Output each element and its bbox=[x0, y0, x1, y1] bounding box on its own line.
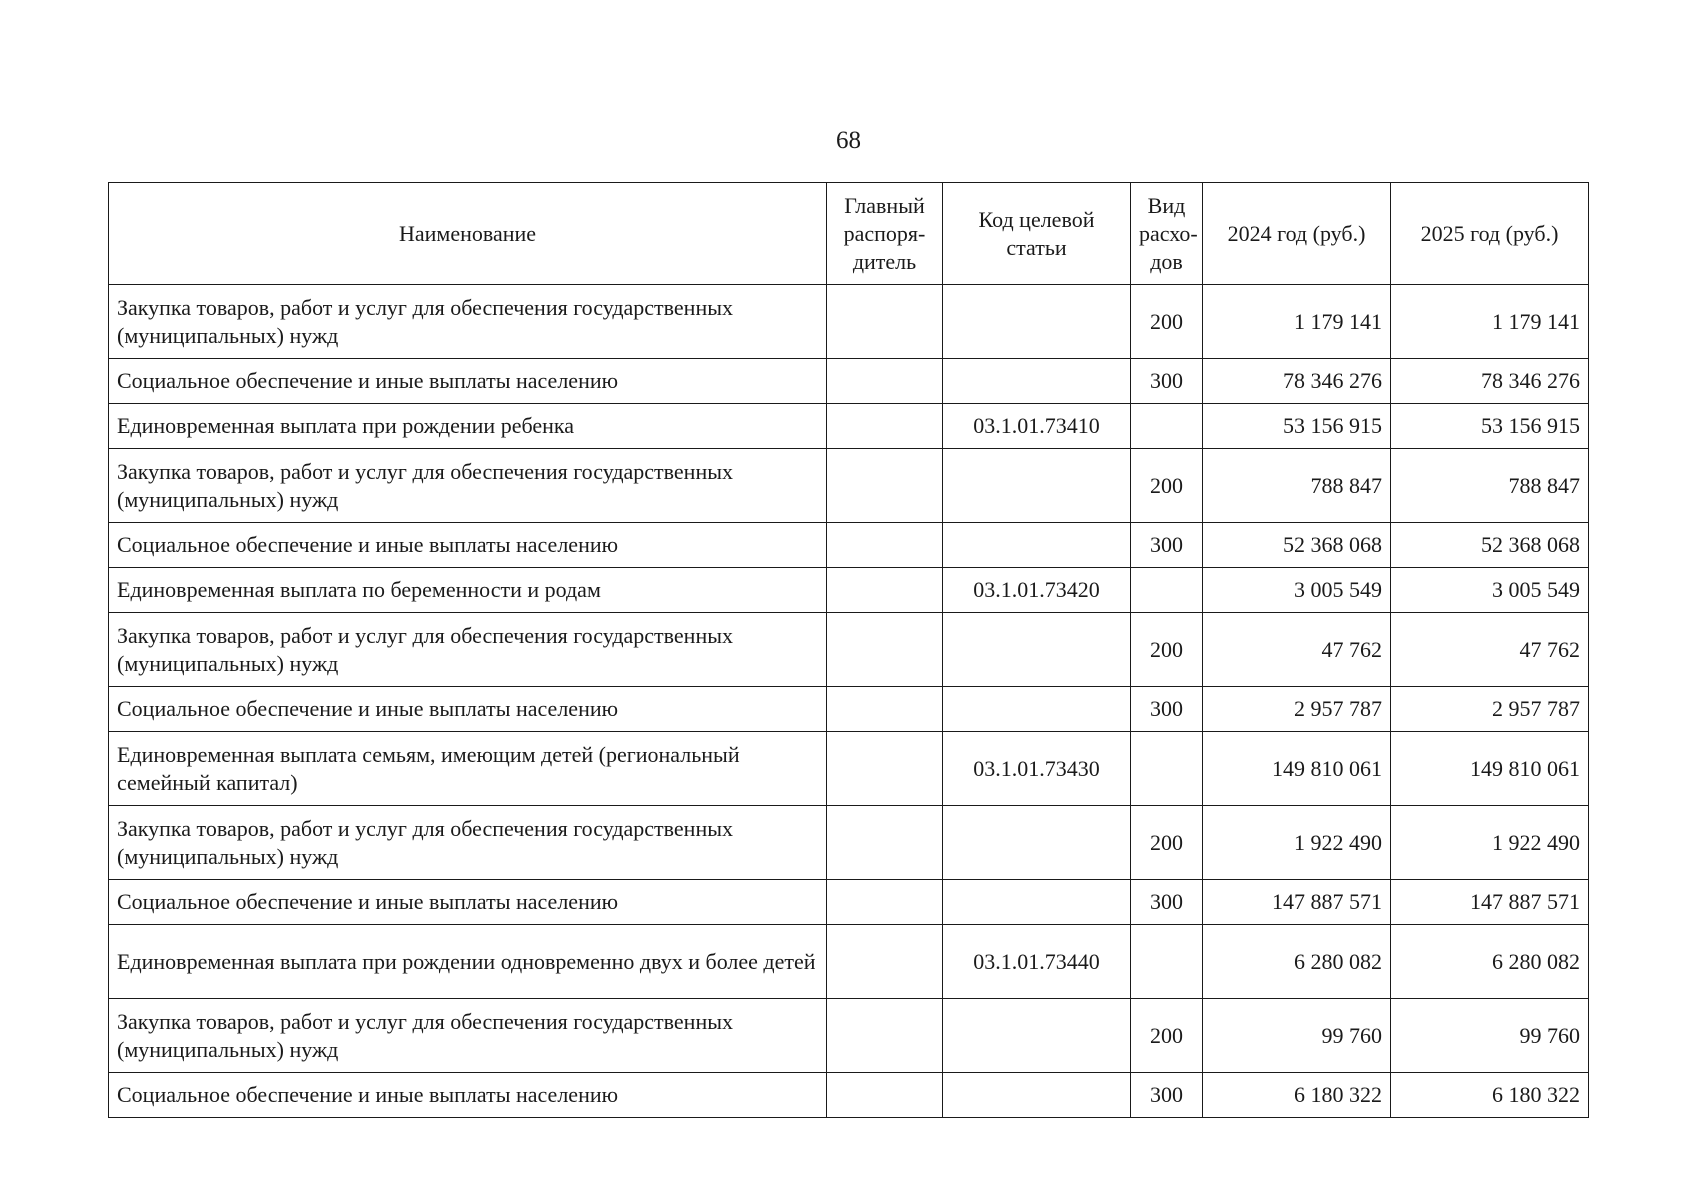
cell-manager bbox=[827, 285, 943, 359]
cell-2025: 6 280 082 bbox=[1391, 925, 1589, 999]
cell-code bbox=[943, 806, 1131, 880]
cell-manager bbox=[827, 568, 943, 613]
cell-code bbox=[943, 523, 1131, 568]
cell-code bbox=[943, 999, 1131, 1073]
cell-2025: 1 922 490 bbox=[1391, 806, 1589, 880]
cell-2024: 6 280 082 bbox=[1203, 925, 1391, 999]
cell-name: Единовременная выплата семьям, имеющим детей (региональный семейный капитал) bbox=[109, 732, 827, 806]
header-code: Код целевой статьи bbox=[943, 183, 1131, 285]
cell-code: 03.1.01.73410 bbox=[943, 404, 1131, 449]
cell-manager bbox=[827, 925, 943, 999]
cell-2025: 3 005 549 bbox=[1391, 568, 1589, 613]
table-row bbox=[109, 732, 1589, 806]
table-row bbox=[109, 568, 1589, 613]
cell-2025: 788 847 bbox=[1391, 449, 1589, 523]
header-name: Наименование bbox=[109, 183, 827, 285]
cell-2024: 1 922 490 bbox=[1203, 806, 1391, 880]
cell-2025: 52 368 068 bbox=[1391, 523, 1589, 568]
cell-code: 03.1.01.73420 bbox=[943, 568, 1131, 613]
cell-code: 03.1.01.73430 bbox=[943, 732, 1131, 806]
cell-2025: 2 957 787 bbox=[1391, 687, 1589, 732]
cell-manager bbox=[827, 404, 943, 449]
cell-2025: 99 760 bbox=[1391, 999, 1589, 1073]
cell-name: Социальное обеспечение и иные выплаты населению bbox=[109, 687, 827, 732]
cell-kind: 200 bbox=[1131, 613, 1203, 687]
table-row bbox=[109, 449, 1589, 523]
budget-table bbox=[108, 182, 1589, 1118]
cell-manager bbox=[827, 687, 943, 732]
cell-2024: 52 368 068 bbox=[1203, 523, 1391, 568]
cell-name: Социальное обеспечение и иные выплаты населению bbox=[109, 1073, 827, 1118]
cell-name: Закупка товаров, работ и услуг для обеспечения государственных (муниципальных) нужд bbox=[109, 285, 827, 359]
table-row bbox=[109, 404, 1589, 449]
cell-2024: 53 156 915 bbox=[1203, 404, 1391, 449]
cell-code bbox=[943, 880, 1131, 925]
table-header-row bbox=[109, 183, 1589, 285]
cell-name: Закупка товаров, работ и услуг для обеспечения государственных (муниципальных) нужд bbox=[109, 449, 827, 523]
table-row bbox=[109, 880, 1589, 925]
cell-manager bbox=[827, 523, 943, 568]
cell-2024: 147 887 571 bbox=[1203, 880, 1391, 925]
cell-kind bbox=[1131, 404, 1203, 449]
cell-2024: 788 847 bbox=[1203, 449, 1391, 523]
cell-name: Единовременная выплата при рождении одновременно двух и более детей bbox=[109, 925, 827, 999]
header-2025: 2025 год (руб.) bbox=[1391, 183, 1589, 285]
cell-name: Единовременная выплата при рождении ребенка bbox=[109, 404, 827, 449]
cell-2025: 149 810 061 bbox=[1391, 732, 1589, 806]
cell-2025: 147 887 571 bbox=[1391, 880, 1589, 925]
cell-manager bbox=[827, 1073, 943, 1118]
cell-kind: 300 bbox=[1131, 687, 1203, 732]
cell-2025: 78 346 276 bbox=[1391, 359, 1589, 404]
cell-code bbox=[943, 687, 1131, 732]
table-row bbox=[109, 1073, 1589, 1118]
cell-manager bbox=[827, 613, 943, 687]
cell-2025: 1 179 141 bbox=[1391, 285, 1589, 359]
cell-2025: 53 156 915 bbox=[1391, 404, 1589, 449]
cell-name: Социальное обеспечение и иные выплаты населению bbox=[109, 359, 827, 404]
table-row bbox=[109, 523, 1589, 568]
table-row bbox=[109, 806, 1589, 880]
cell-name: Единовременная выплата по беременности и родам bbox=[109, 568, 827, 613]
cell-kind: 300 bbox=[1131, 523, 1203, 568]
cell-name: Закупка товаров, работ и услуг для обеспечения государственных (муниципальных) нужд bbox=[109, 613, 827, 687]
cell-kind: 200 bbox=[1131, 806, 1203, 880]
cell-2024: 99 760 bbox=[1203, 999, 1391, 1073]
cell-manager bbox=[827, 806, 943, 880]
cell-kind bbox=[1131, 732, 1203, 806]
cell-kind: 300 bbox=[1131, 880, 1203, 925]
cell-code bbox=[943, 285, 1131, 359]
header-2024: 2024 год (руб.) bbox=[1203, 183, 1391, 285]
table-row bbox=[109, 285, 1589, 359]
cell-2024: 6 180 322 bbox=[1203, 1073, 1391, 1118]
page-number: 68 bbox=[836, 127, 861, 154]
cell-name: Социальное обеспечение и иные выплаты населению bbox=[109, 523, 827, 568]
cell-2025: 47 762 bbox=[1391, 613, 1589, 687]
cell-manager bbox=[827, 359, 943, 404]
cell-manager bbox=[827, 449, 943, 523]
cell-2025: 6 180 322 bbox=[1391, 1073, 1589, 1118]
cell-kind bbox=[1131, 925, 1203, 999]
cell-code bbox=[943, 1073, 1131, 1118]
cell-code bbox=[943, 359, 1131, 404]
table-row bbox=[109, 687, 1589, 732]
cell-name: Закупка товаров, работ и услуг для обеспечения государственных (муниципальных) нужд bbox=[109, 999, 827, 1073]
table-row bbox=[109, 359, 1589, 404]
cell-2024: 149 810 061 bbox=[1203, 732, 1391, 806]
table-row bbox=[109, 613, 1589, 687]
cell-code bbox=[943, 449, 1131, 523]
table-row bbox=[109, 925, 1589, 999]
cell-name: Социальное обеспечение и иные выплаты населению bbox=[109, 880, 827, 925]
cell-kind: 200 bbox=[1131, 285, 1203, 359]
cell-name: Закупка товаров, работ и услуг для обеспечения государственных (муниципальных) нужд bbox=[109, 806, 827, 880]
cell-kind: 200 bbox=[1131, 449, 1203, 523]
cell-2024: 47 762 bbox=[1203, 613, 1391, 687]
header-kind: Вид расхо-дов bbox=[1131, 183, 1203, 285]
table-row bbox=[109, 999, 1589, 1073]
cell-2024: 78 346 276 bbox=[1203, 359, 1391, 404]
cell-2024: 3 005 549 bbox=[1203, 568, 1391, 613]
cell-manager bbox=[827, 999, 943, 1073]
cell-2024: 1 179 141 bbox=[1203, 285, 1391, 359]
header-manager: Главный распоря-дитель bbox=[827, 183, 943, 285]
cell-kind: 300 bbox=[1131, 359, 1203, 404]
cell-code bbox=[943, 613, 1131, 687]
table-body bbox=[109, 285, 1589, 1118]
cell-2024: 2 957 787 bbox=[1203, 687, 1391, 732]
cell-manager bbox=[827, 732, 943, 806]
cell-kind: 200 bbox=[1131, 999, 1203, 1073]
cell-kind bbox=[1131, 568, 1203, 613]
cell-manager bbox=[827, 880, 943, 925]
cell-kind: 300 bbox=[1131, 1073, 1203, 1118]
cell-code: 03.1.01.73440 bbox=[943, 925, 1131, 999]
